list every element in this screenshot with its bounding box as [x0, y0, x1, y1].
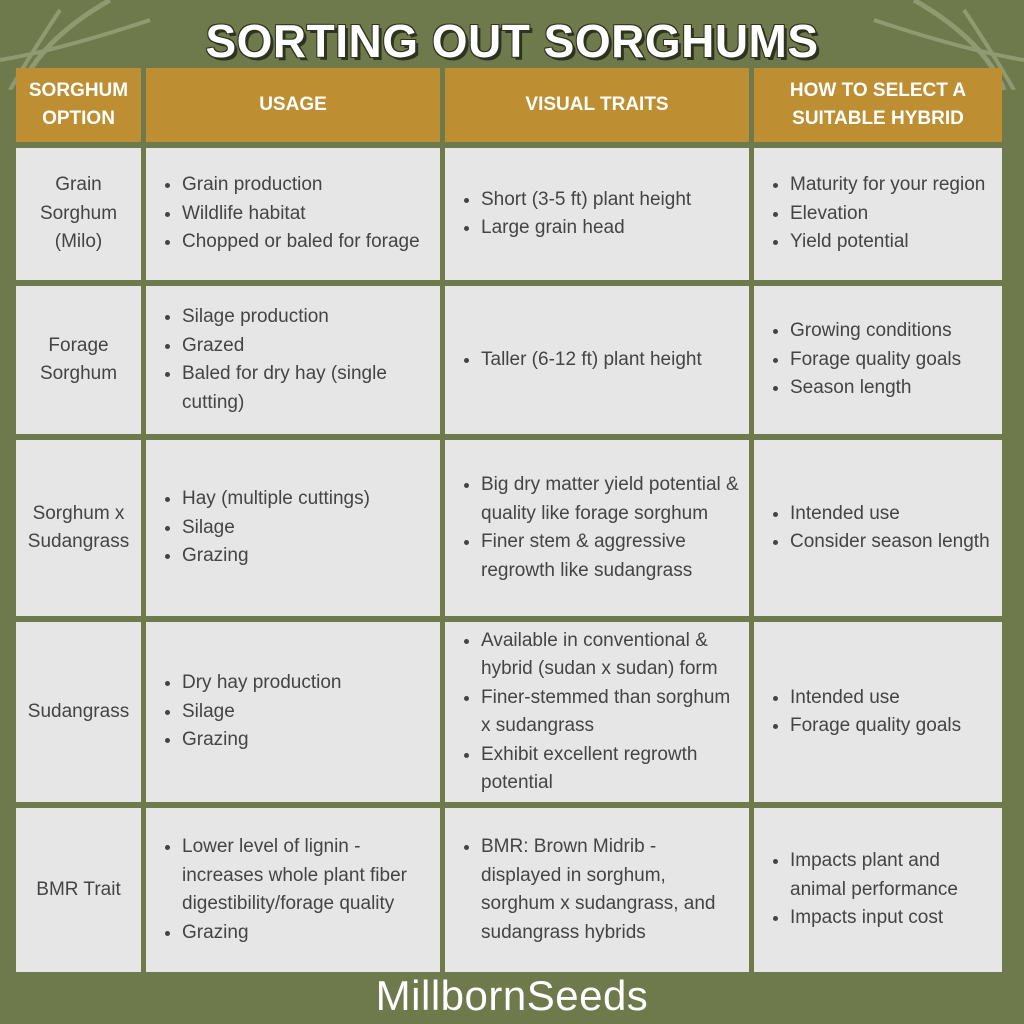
list-item: • Grazed [182, 332, 432, 361]
list-item: • Maturity for your region [790, 171, 985, 200]
header-select-hybrid: HOW TO SELECT A SUITABLE HYBRID [754, 68, 1002, 142]
select-cell [754, 148, 1002, 280]
select-cell [754, 440, 1002, 616]
list-item: • Impacts plant and animal performance [790, 847, 994, 904]
traits-cell [445, 148, 749, 280]
list-item: • Grain production [182, 171, 420, 200]
row-option: Sorghum x Sudangrass [16, 440, 141, 616]
list-item: • Wildlife habitat [182, 200, 420, 229]
list-item: • Grazing [182, 726, 341, 755]
header-usage: USAGE [146, 68, 440, 142]
traits-cell [445, 808, 749, 972]
list-item: • Chopped or baled for forage [182, 228, 420, 257]
usage-cell [146, 148, 440, 280]
list-item: • Yield potential [790, 228, 985, 257]
usage-cell [146, 440, 440, 616]
list-item: • Consider season length [790, 528, 990, 557]
page-title: SORTING OUT SORGHUMS [205, 15, 819, 67]
row-option: Grain Sorghum (Milo) [16, 148, 141, 280]
traits-cell [445, 440, 749, 616]
row-option: Sudangrass [16, 622, 141, 802]
list-item: • Baled for dry hay (single cutting) [182, 360, 432, 417]
usage-cell [146, 808, 440, 972]
list-item: • Short (3-5 ft) plant height [481, 186, 691, 215]
row-option: Forage Sorghum [16, 286, 141, 434]
list-item: • Intended use [790, 500, 990, 529]
list-item: • Hay (multiple cuttings) [182, 485, 370, 514]
list-item: • Lower level of lignin - increases whole plant fiber digestibility/forage quality [182, 833, 432, 919]
traits-cell [445, 622, 749, 802]
traits-cell [445, 286, 749, 434]
list-item: • Grazing [182, 542, 370, 571]
list-item: • Silage [182, 514, 370, 543]
usage-cell [146, 622, 440, 802]
list-item: • Large grain head [481, 214, 691, 243]
list-item: • Elevation [790, 200, 985, 229]
list-item: • Finer stem & aggressive regrowth like sudangrass [481, 528, 741, 585]
select-cell [754, 622, 1002, 802]
list-item: • Silage [182, 698, 341, 727]
list-item: • Intended use [790, 684, 961, 713]
list-item: • Exhibit excellent regrowth potential [481, 741, 741, 798]
list-item: • Taller (6-12 ft) plant height [481, 346, 702, 375]
list-item: • Big dry matter yield potential & quality like forage sorghum [481, 471, 741, 528]
select-cell [754, 286, 1002, 434]
list-item: • Silage production [182, 303, 432, 332]
list-item: • Available in conventional & hybrid (sudan x sudan) form [481, 627, 741, 684]
list-item: • Forage quality goals [790, 346, 961, 375]
brand-logo: MillbornSeeds [375, 972, 649, 1019]
sorghum-table [16, 68, 1002, 966]
list-item: • Dry hay production [182, 669, 341, 698]
list-item: • Growing conditions [790, 317, 961, 346]
header-sorghum-option: SORGHUM OPTION [16, 68, 141, 142]
list-item: • Finer-stemmed than sorghum x sudangrass [481, 684, 741, 741]
usage-cell [146, 286, 440, 434]
row-option: BMR Trait [16, 808, 141, 972]
list-item: • Grazing [182, 919, 432, 948]
list-item: • Forage quality goals [790, 712, 961, 741]
select-cell [754, 808, 1002, 972]
list-item: • Season length [790, 374, 961, 403]
list-item: • Impacts input cost [790, 904, 994, 933]
list-item: • BMR: Brown Midrib - displayed in sorghum, sorghum x sudangrass, and sudangrass hybrids [481, 833, 741, 947]
header-visual-traits: VISUAL TRAITS [445, 68, 749, 142]
